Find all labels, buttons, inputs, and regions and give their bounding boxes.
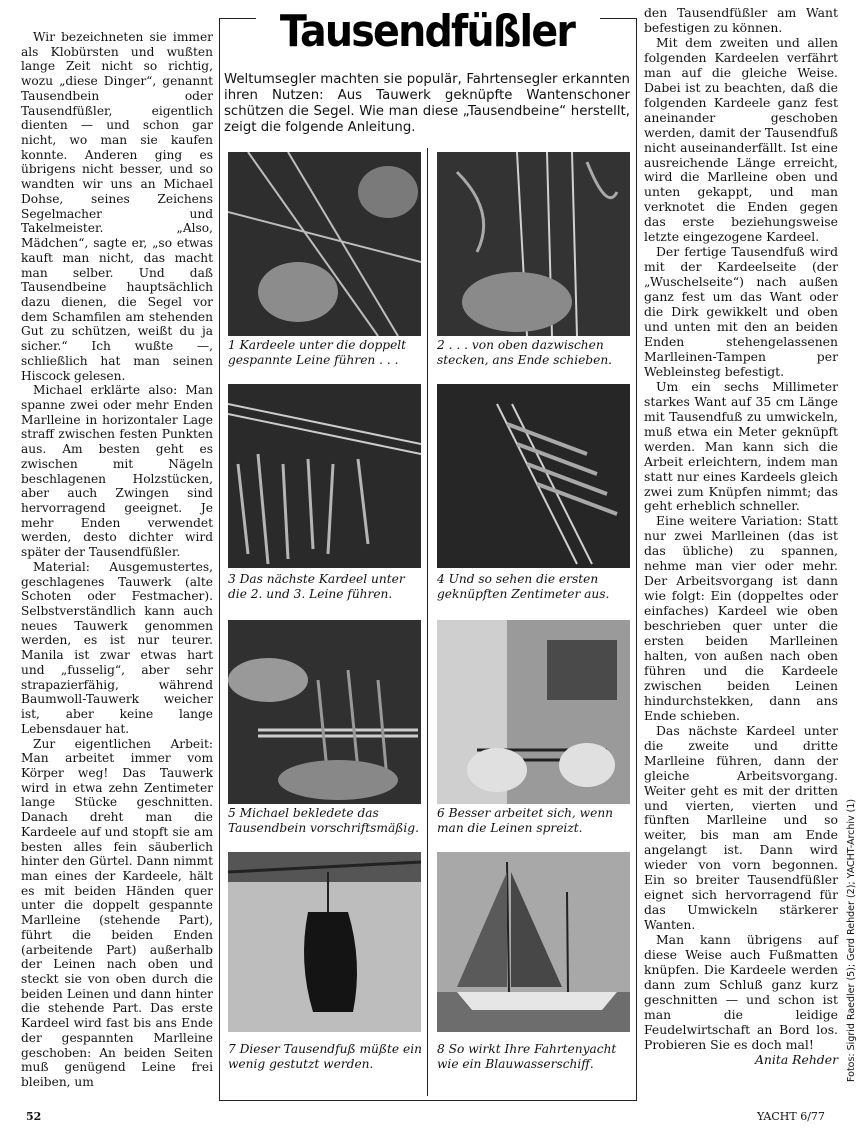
- article-lead: Weltumsegler machten sie populär, Fahrtensegler erkannten ihren Nutzen: Aus Tauwerk geknüpfte Wantenschoner schützen die Segel. Wie man diese „Tausendbeine“ herstellt, zeigt die folgende Anleitung.: [224, 72, 630, 135]
- photo-6-spread-lines: [437, 620, 630, 804]
- article-column-left: [21, 30, 213, 1090]
- photo-caption: 1 Kardeele unter die doppelt gespannte Leine führen . . .: [228, 338, 407, 367]
- photo-5-michael-working: [228, 620, 421, 804]
- photo-caption: 7 Dieser Tausendfuß müßte ein wenig gestutzt werden.: [228, 1042, 422, 1071]
- photo-3-fringe-knots: [228, 384, 421, 568]
- photo-1-hands-threading: [228, 152, 421, 336]
- photo-4-first-centimeters: [437, 384, 630, 568]
- article-paragraph: Man kann übrigens auf diese Weise auch Fußmatten knüpfen. Die Kardeele werden dann zum Schluß ganz kurz geschnitten — und schon ist man die leidige Feudelwirtschaft an Bord los. Probieren Sie es doch mal!: [644, 932, 838, 1052]
- photo-caption: 8 So wirkt Ihre Fahrtenyacht wie ein Blauwasserschiff.: [437, 1042, 617, 1071]
- article-paragraph: Eine weitere Variation: Statt nur zwei Marlleinen (das ist das übliche) zu spannen, nehme man vier oder mehr. Der Arbeitsvorgang ist dann wie folgt: Ein (doppeltes oder einfaches) Kardeel wie oben beschrieben quer unter die ersten beiden Marlleinen halten, von außen nach oben führen und die Kardeele zwischen beiden Leinen hindurchstekken, dann ans Ende schieben.: [644, 513, 838, 723]
- article-paragraph: Das nächste Kardeel unter die zweite und dritte Marlleine führen, dann der gleiche Arbeitsvorgang. Weiter geht es mit der dritten und vierten, vierten und fünften Marlleine und so weiter, bis man am Ende angelangt ist. Dann wird wieder von vorn begonnen. Ein so breiter Tausendfüßler eignet sich hervorragend für das Umwickeln stärkerer Wanten.: [644, 722, 838, 933]
- article-paragraph: Michael erklärte also: Man spanne zwei oder mehr Enden Marlleine in horizontaler Lage straff zwischen festen Punkten aus. Am besten geht es zwischen mit Nägeln beschlagenen Holzstücken, aber auch Zwingen sind hervorragend geeignet. Je mehr Enden verwendet werden, desto dichter wird später der Tausendfüßler.: [21, 383, 213, 560]
- issue-label: YACHT 6/77: [757, 1110, 825, 1123]
- photo-caption: 2 . . . von oben dazwischen stecken, ans Ende schieben.: [437, 338, 613, 367]
- photo-8-sailing-yacht: [437, 852, 630, 1032]
- article-paragraph: Mit dem zweiten und allen folgenden Kardeelen verfährt man auf die gleiche Weise. Dabei ist zu beachten, daß die folgenden Kardeele ganz fest aneinander geschoben werden, damit der Tausendfuß nicht auseinanderfällt. Ist eine ausreichende Länge erreicht, wird die Marlleine oben und unten gekappt, und man verknotet die Enden gegen das erste beziehungsweise letzte eingezogene Kardeel.: [644, 34, 838, 245]
- photo-caption: 4 Und so sehen die ersten geknüpften Zentimeter aus.: [437, 572, 610, 601]
- photo-caption: 5 Michael bekledete das Tausendbein vorschriftsmäßig.: [228, 806, 419, 835]
- photo-2-pushing-strands: [437, 152, 630, 336]
- photo-caption: 6 Besser arbeitet sich, wenn man die Leinen spreizt.: [437, 806, 614, 835]
- photo-caption: 3 Das nächste Kardeel unter die 2. und 3. Leine führen.: [228, 572, 405, 601]
- frame-divider: [427, 148, 428, 1096]
- article-column-right: [644, 6, 838, 1068]
- article-paragraph: Material: Ausgemustertes, geschlagenes Tauwerk (alte Schoten oder Festmacher). Selbstverständlich kann auch neues Tauwerk genommen werden, es ist nur teurer. Manila ist zwar etwas hart und „fusselig“, aber sehr strapazierfähig, während Baumwoll-Tauwerk weicher ist, aber keine lange Lebensdauer hat.: [21, 559, 213, 736]
- article-paragraph: Wir bezeichneten sie immer als Klobürsten und wußten lange Zeit nicht so richtig, wozu „diese Dinger“, genannt Tausendbein oder Tausendfüßler, eigentlich dienten — und schon gar nicht, wo man sie kaufen konnte. Anderen ging es übrigens nicht besser, und so wandten wir uns an Michael Dohse, seines Zeichens Segelmacher und Takelmeister. „Also, Mädchen“, sagte er, „so etwas kauft man nicht, das macht man selber. Und daß Tausendbeine hauptsächlich dazu dienen, die Segel vor dem Schamfilen am stehenden Gut zu schützen, weißt du ja sicher.“ Ich wußte —, schließlich hat man seinen Hiscock gelesen.: [21, 30, 213, 383]
- page-number: 52: [26, 1110, 42, 1123]
- author-signature: Anita Rehder: [754, 1051, 838, 1067]
- article-paragraph: den Tausendfüßler am Want befestigen zu können.: [644, 5, 838, 35]
- photo-credits: Fotos: Sigrid Raedler (5); Gerd Rehder (2); YACHT-Archiv (1): [846, 798, 857, 1082]
- article-title: Tausendfüßler: [279, 6, 575, 57]
- photo-7-hanging-millipede: [228, 852, 421, 1032]
- article-paragraph: Der fertige Tausendfuß wird mit der Kardeelseite (der „Wuschelseite“) nach außen ganz fest um das Want oder die Dirk gewikkelt und oben und unten mit den an beiden Enden stehengelassenen Marlleinen-Tampen per Webleinsteg befestigt.: [644, 244, 838, 379]
- article-paragraph: Zur eigentlichen Arbeit: Man arbeitet immer vom Körper weg! Das Tauwerk wird in etwa zehn Zentimeter lange Stücke geschnitten. Danach dreht man die Kardeele auf und stopft sie am besten alles fein säuberlich hinter den Gürtel. Dann nimmt man eines der Kardeele, hält es mit beiden Händen quer unter die doppelt gespannte Marlleine (stehende Part), führt die beiden Enden (arbeitende Part) außerhalb der Leinen nach oben und steckt sie von oben durch die beiden Leinen und dann hinter die stehende Part. Das erste Kardeel wird fast bis ans Ende der gespannten Marlleine geschoben: An beiden Seiten muß genügend Leine frei bleiben, um: [21, 736, 213, 1090]
- article-paragraph: Um ein sechs Millimeter starkes Want auf 35 cm Länge mit Tausendfuß zu umwickeln, muß etwa ein Meter geknüpft werden. Man kann sich die Arbeit erleichtern, indem man statt nur eines Kardeels gleich zwei zum Knüpfen nimmt; das geht erheblich schneller.: [644, 378, 838, 514]
